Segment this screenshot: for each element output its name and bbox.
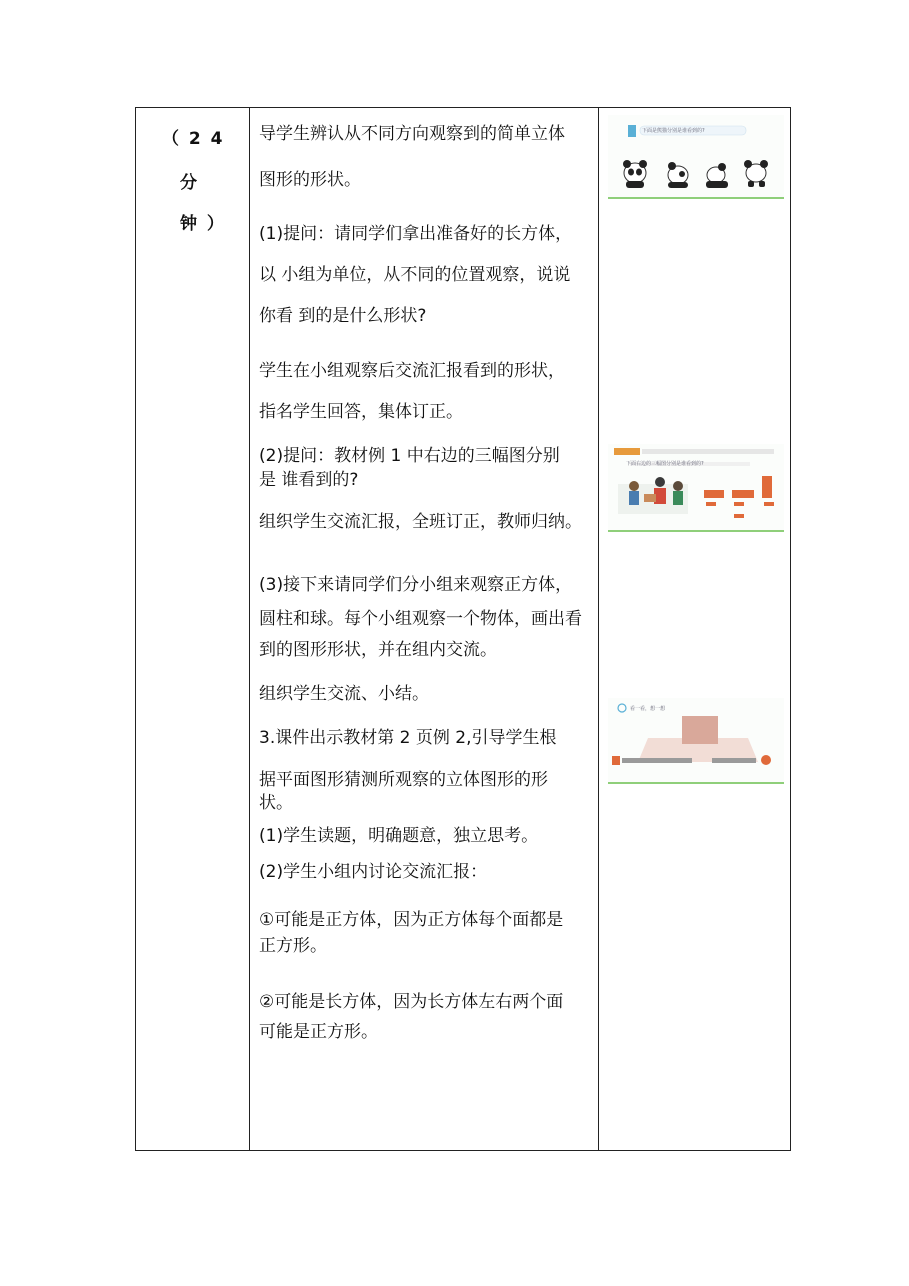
example-1-thumbnail: [608, 444, 784, 532]
time-line-1: （ 2 4: [162, 129, 225, 149]
content-line: 可能是正方形。: [259, 1022, 378, 1042]
content-line: 你看 到的是什么形状?: [259, 306, 427, 326]
content-line: 指名学生回答，集体订正。: [259, 402, 463, 422]
content-line: (1)学生读题，明确题意，独立思考。: [259, 826, 539, 846]
content-line: 图形的形状。: [259, 170, 361, 190]
thumbnail-caption: 下面右边的三幅图分别是谁看到的?: [626, 461, 704, 467]
content-line: 学生在小组观察后交流汇报看到的形状，: [259, 361, 565, 381]
content-line: 到的图形形状，并在组内交流。: [259, 640, 497, 660]
content-line: 组织学生交流、小结。: [259, 684, 429, 704]
content-line: 圆柱和球。每个小组观察一个物体，画出看: [259, 609, 582, 629]
content-line: (2)提问：教材例 1 中右边的三幅图分别: [259, 446, 560, 466]
lesson-table: [135, 107, 791, 1151]
image-column: [599, 108, 791, 1150]
example-1-illustration: [608, 444, 784, 532]
content-line: (2)学生小组内讨论交流汇报：: [259, 862, 488, 882]
content-line: 3.课件出示教材第 2 页例 2,引导学生根: [259, 728, 557, 748]
content-line: 导学生辨认从不同方向观察到的简单立体: [259, 124, 565, 144]
content-line: 组织学生交流汇报，全班订正，教师归纳。: [259, 512, 582, 532]
content-line: ①可能是正方体，因为正方体每个面都是: [259, 910, 564, 930]
example-2-thumbnail: [608, 698, 784, 784]
content-line: ②可能是长方体，因为长方体左右两个面: [259, 992, 564, 1012]
time-line-2: 分: [180, 173, 199, 193]
time-line-3: 钟 ）: [180, 214, 226, 234]
content-line: 是 谁看到的?: [259, 470, 359, 490]
content-column: [250, 108, 598, 1150]
content-line: 状。: [259, 793, 293, 813]
time-column: [136, 108, 249, 1150]
thumbnail-caption: 看一看，想一想: [630, 706, 666, 712]
content-line: (1)提问：请同学们拿出准备好的长方体，: [259, 224, 573, 244]
content-line: 据平面图形猜测所观察的立体图形的形: [259, 770, 548, 790]
content-line: 正方形。: [259, 936, 327, 956]
pandas-thumbnail: [608, 115, 784, 199]
thumbnail-caption: 下面是熊猫分别是谁看到的?: [642, 128, 705, 134]
content-line: 以 小组为单位，从不同的位置观察，说说: [259, 265, 571, 285]
content-line: (3)接下来请同学们分小组来观察正方体，: [259, 575, 573, 595]
